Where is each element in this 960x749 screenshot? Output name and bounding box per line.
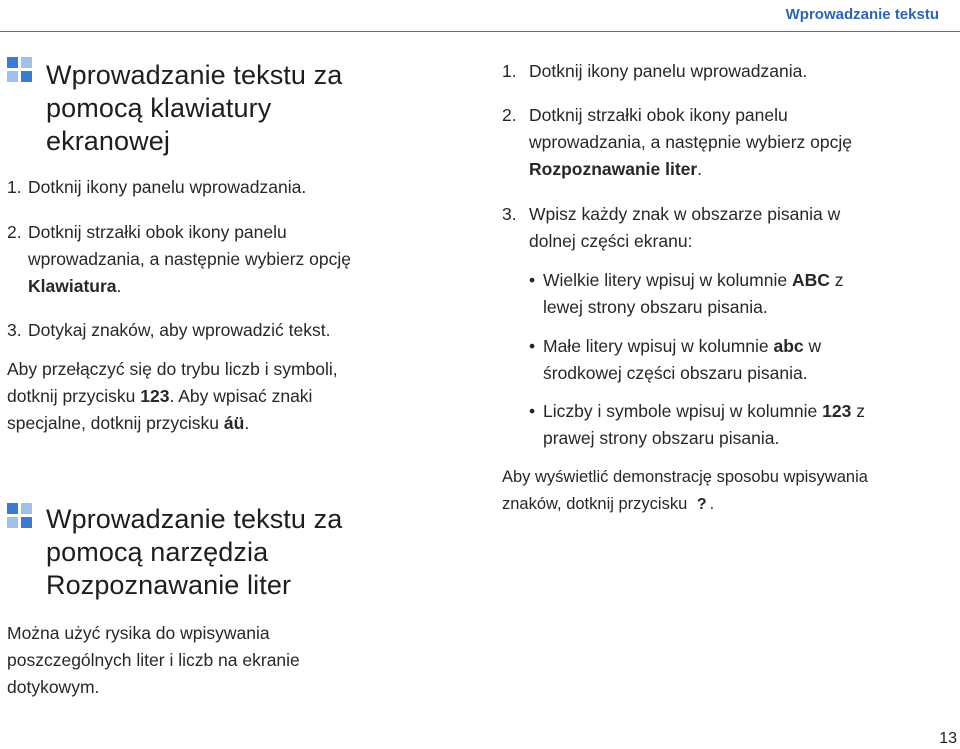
column-label: ABC <box>791 270 830 290</box>
bullet-text: prawej strony obszaru pisania. <box>543 428 780 448</box>
bullet-text: Małe litery wpisuj w kolumnie <box>543 336 774 356</box>
bullet-item: • Wielkie litery wpisuj w kolumnie ABC z lewej strony obszaru pisania. <box>529 270 844 317</box>
step-number: 3. <box>502 204 517 224</box>
section1-step-2 <box>7 219 351 300</box>
note-line: specjalne, dotknij przycisku <box>7 413 224 433</box>
step-text: Dotknij ikony panelu wprowadzania. <box>28 177 307 197</box>
page-number: 13 <box>939 730 957 747</box>
section2-title-line: Rozpoznawanie liter <box>46 570 292 600</box>
step-text-line: wprowadzania, a następnie wybierz opcję <box>529 132 852 152</box>
section1-title-line: ekranowej <box>46 126 170 156</box>
section1-step-1 <box>7 174 306 201</box>
step-text: Dotknij ikony panelu wprowadzania. <box>529 61 808 81</box>
section2-title-line: Wprowadzanie tekstu za <box>46 504 343 534</box>
bullet-text: środkowej części obszaru pisania. <box>543 363 808 383</box>
step-number: 1. <box>7 177 22 197</box>
note-line: . <box>244 413 250 433</box>
step-text-line: Dotknij strzałki obok ikony panelu <box>28 222 287 242</box>
key-123: 123 <box>140 386 170 406</box>
option-letter-recognition: Rozpoznawanie liter <box>529 159 698 179</box>
section2-title-line: pomocą narzędzia <box>46 537 269 567</box>
step-text-line: wprowadzania, a następnie wybierz opcję <box>28 249 351 269</box>
note-line: . Aby wpisać znaki <box>169 386 313 406</box>
section2-title <box>46 503 342 602</box>
key-special-chars: áü <box>223 413 245 433</box>
step-text-end: . <box>697 159 703 179</box>
section-squares-icon <box>7 503 33 529</box>
bullet-text: Liczby i symbole wpisuj w kolumnie <box>543 401 823 421</box>
step-number: 3. <box>7 320 22 340</box>
demo-line: . <box>709 495 715 513</box>
intro-line: Można użyć rysika do wpisywania <box>7 623 270 643</box>
section1-title <box>46 59 342 158</box>
intro-line: poszczególnych liter i liczb na ekranie <box>7 650 300 670</box>
intro-line: dotykowym. <box>7 677 100 697</box>
step-text-end: . <box>116 276 122 296</box>
demo-line: Aby wyświetlić demonstrację sposobu wpisywania <box>502 468 868 486</box>
column-label: 123 <box>822 401 852 421</box>
step-number: 2. <box>502 105 517 125</box>
demo-line: znaków, dotknij przycisku <box>502 495 692 513</box>
right-step-1 <box>502 58 807 85</box>
bullet-text: Wielkie litery wpisuj w kolumnie <box>543 270 792 290</box>
section2-intro <box>7 620 300 701</box>
section-squares-icon <box>7 57 33 83</box>
bullet-text: w <box>803 336 822 356</box>
right-step-3 <box>502 201 840 255</box>
right-step-2 <box>502 102 852 183</box>
note-line: dotknij przycisku <box>7 386 141 406</box>
section1-note <box>7 356 338 437</box>
bullet-text: lewej strony obszaru pisania. <box>543 297 768 317</box>
step-number: 1. <box>502 61 517 81</box>
running-header: Wprowadzanie tekstu <box>785 6 939 23</box>
note-line: Aby przełączyć się do trybu liczb i symboli, <box>7 359 338 379</box>
header-rule <box>0 31 960 32</box>
step-text-line: dolnej części ekranu: <box>529 231 693 251</box>
help-question-button: ? <box>696 496 707 513</box>
bullet-item: • Liczby i symbole wpisuj w kolumnie 123 z prawej strony obszaru pisania. <box>529 401 865 448</box>
section1-step-3 <box>7 317 331 344</box>
option-keyboard: Klawiatura <box>28 276 117 296</box>
section1-title-line: pomocą klawiatury <box>46 93 272 123</box>
demo-note <box>502 464 868 518</box>
step-text-line: Dotknij strzałki obok ikony panelu <box>529 105 788 125</box>
step-text: Dotykaj znaków, aby wprowadzić tekst. <box>28 320 331 340</box>
step-text-line: Wpisz każdy znak w obszarze pisania w <box>529 204 841 224</box>
bullet-text: z <box>829 270 844 290</box>
bullet-text: z <box>851 401 865 421</box>
section1-title-line: Wprowadzanie tekstu za <box>46 60 343 90</box>
column-label: abc <box>773 336 804 356</box>
bullet-item: • Małe litery wpisuj w kolumnie abc w środkowej części obszaru pisania. <box>529 336 822 383</box>
step-number: 2. <box>7 222 22 242</box>
